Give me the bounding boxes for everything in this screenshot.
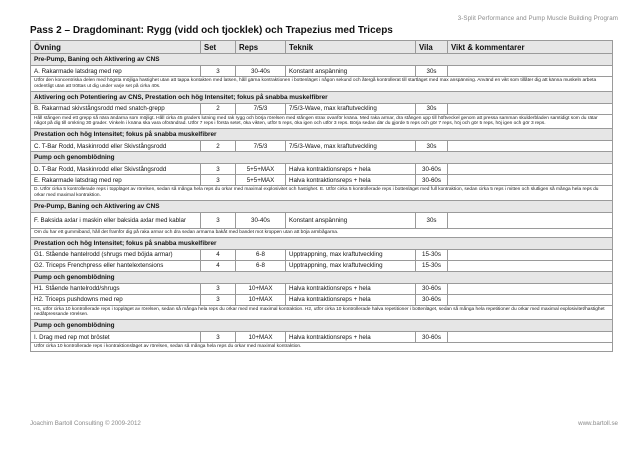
note-row xyxy=(31,77,613,92)
section-title: Prestation och hög Intensitet; fokus på snabba muskelfibrer xyxy=(31,129,613,141)
exercise-reps: 30-40s xyxy=(236,212,286,228)
exercise-reps: 6-8 xyxy=(236,260,286,271)
exercise-set: 3 xyxy=(201,164,236,175)
exercise-name: G2. Triceps Frenchpress eller hantelextensions xyxy=(31,260,201,271)
exercise-row xyxy=(31,332,613,343)
exercise-row xyxy=(31,66,613,77)
exercise-set: 3 xyxy=(201,66,236,77)
section-header-row xyxy=(31,129,613,141)
workout-table xyxy=(30,40,613,352)
exercise-row xyxy=(31,164,613,175)
exercise-set: 2 xyxy=(201,103,236,114)
exercise-row xyxy=(31,249,613,260)
exercise-vila: 30s xyxy=(416,66,448,77)
exercise-comment[interactable] xyxy=(448,164,613,175)
exercise-reps: 30-40s xyxy=(236,66,286,77)
exercise-vila: 30s xyxy=(416,141,448,152)
exercise-set: 4 xyxy=(201,260,236,271)
exercise-set: 3 xyxy=(201,212,236,228)
exercise-row xyxy=(31,141,613,152)
section-title: Prestation och hög Intensitet; fokus på snabba muskelfibrer xyxy=(31,237,613,249)
exercise-reps: 10+MAX xyxy=(236,332,286,343)
exercise-set: 3 xyxy=(201,175,236,186)
exercise-teknik: Halva kontraktionsreps + hela xyxy=(286,283,416,294)
exercise-vila: 30-60s xyxy=(416,332,448,343)
col-header-vila: Vila xyxy=(416,41,448,54)
col-header-set: Set xyxy=(201,41,236,54)
exercise-name: B. Rakarmad skivstångsrodd med snatch-grepp xyxy=(31,103,201,114)
section-header-row xyxy=(31,91,613,103)
exercise-teknik: 7/5/3-Wave, max kraftutveckling xyxy=(286,103,416,114)
exercise-reps: 5+5+MAX xyxy=(236,164,286,175)
section-note: Utför den koncentriska delen med högsta möjliga hastighet utan att tappa kontakten med latsen, håll gärna kontraktionen i bottenläget i någon sekund och återgå kontrollerat till startläget med max anspänning. Använd en vikt som tillåter dig att känna muskeln arbeta ordentligt utan att tröttas ut dig under varje set på cirka 40s. xyxy=(31,77,613,92)
program-name: 3-Split Performance and Pump Muscle Building Program xyxy=(457,15,618,22)
footer-website: www.bartoll.se xyxy=(578,420,618,427)
section-title: Pre-Pump, Baning och Aktivering av CNS xyxy=(31,200,613,212)
exercise-row xyxy=(31,283,613,294)
section-note: Utför cirka 10 kontrollerade reps i kontraktionsläget av rörelsen, sedan så många hela reps du orkar med maximal kontraktion. xyxy=(31,343,613,352)
exercise-comment[interactable] xyxy=(448,212,613,228)
exercise-comment[interactable] xyxy=(448,249,613,260)
exercise-row xyxy=(31,294,613,305)
exercise-vila: 30-60s xyxy=(416,283,448,294)
section-note: D. Utför cirka 5 kontrollerade reps i toppläget av rörelsen, sedan så många hela reps du orkar med maximal explosivitet och hastighet. E. Utför cirka 5 kontrollerade reps i bottenläget med full kontraktion, sedan cirka 5 reps i mitten och slutligen så många hela reps du orkar med maximal kontraktion. xyxy=(31,186,613,201)
exercise-teknik: Upptrappning, max kraftutveckling xyxy=(286,260,416,271)
exercise-name: E. Rakarmade latsdrag med rep xyxy=(31,175,201,186)
exercise-name: C. T-Bar Rodd, Maskinrodd eller Skivstångsrodd xyxy=(31,141,201,152)
exercise-vila: 30-60s xyxy=(416,294,448,305)
exercise-teknik: Konstant anspänning xyxy=(286,66,416,77)
note-row xyxy=(31,114,613,129)
page-title: Pass 2 – Dragdominant: Rygg (vidd och tjocklek) och Trapezius med Triceps xyxy=(30,25,393,36)
exercise-teknik: Halva kontraktionsreps + hela xyxy=(286,175,416,186)
exercise-name: F. Baksida axlar i maskin eller baksida axlar med kablar xyxy=(31,212,201,228)
exercise-vila: 30s xyxy=(416,212,448,228)
exercise-reps: 7/5/3 xyxy=(236,141,286,152)
exercise-name: I. Drag med rep mot bröstet xyxy=(31,332,201,343)
exercise-set: 3 xyxy=(201,332,236,343)
exercise-comment[interactable] xyxy=(448,66,613,77)
exercise-row xyxy=(31,212,613,228)
section-note: Håll stången med ett grepp så nära ändarna som möjligt. Håll cirka 45 graders lutning med rak rygg och börja rörelsen med stången strax ovanför knäna. Med raka armar, dra stången upp till höftveckel genom att pressa samman skulderbladen samtidigt som du rätar något på dig till omkring 30 grader. Vinkeln i knäna ska vara oförändrad. Utför 7 reps i första setet, öka vikten, utför 5 reps, öka igen och utför 3 reps. Börja sedan där du gjorde 5 reps och gör 7 reps, höj och gör 5 reps, höj igen och gör 3 reps. xyxy=(31,114,613,129)
col-header-reps: Reps xyxy=(236,41,286,54)
exercise-set: 3 xyxy=(201,294,236,305)
exercise-comment[interactable] xyxy=(448,294,613,305)
exercise-comment[interactable] xyxy=(448,332,613,343)
exercise-row xyxy=(31,260,613,271)
exercise-comment[interactable] xyxy=(448,141,613,152)
exercise-vila: 30-60s xyxy=(416,175,448,186)
exercise-set: 4 xyxy=(201,249,236,260)
exercise-reps: 6-8 xyxy=(236,249,286,260)
section-note: H1, utför cirka 10 kontrollerade reps i toppläget av rörelsen, sedan så många hela reps du orkar med med maximal kontraktion. H2, utför cirka 10 kontrollerade halva repetitioner i bottenläget, sedan så många hela repetitioner du orkar med maximal explosivitet/hastighet nedåtpressande rörelsen. xyxy=(31,305,613,320)
exercise-vila: 30s xyxy=(416,103,448,114)
exercise-comment[interactable] xyxy=(448,175,613,186)
col-header-ovning: Övning xyxy=(31,41,201,54)
exercise-teknik: Konstant anspänning xyxy=(286,212,416,228)
exercise-comment[interactable] xyxy=(448,103,613,114)
section-title: Pump och genomblödning xyxy=(31,320,613,332)
note-row xyxy=(31,343,613,352)
exercise-name: H1. Stående hantelrodd/shrugs xyxy=(31,283,201,294)
footer-copyright: Joachim Bartoll Consulting © 2009-2012 xyxy=(30,420,141,427)
note-row xyxy=(31,228,613,237)
exercise-teknik: Halva kontraktionsreps + hela xyxy=(286,164,416,175)
section-title: Pump och genomblödning xyxy=(31,271,613,283)
col-header-vikt-kommentarer: Vikt & kommentarer xyxy=(448,41,613,54)
exercise-name: D. T-Bar Rodd, Maskinrodd eller Skivstångsrodd xyxy=(31,164,201,175)
exercise-vila: 30-60s xyxy=(416,164,448,175)
section-title: Aktivering och Potentiering av CNS, Prestation och hög Intensitet; fokus på snabba muskelfibrer xyxy=(31,91,613,103)
exercise-comment[interactable] xyxy=(448,260,613,271)
section-header-row xyxy=(31,200,613,212)
note-row xyxy=(31,305,613,320)
section-title: Pump och genomblödning xyxy=(31,152,613,164)
section-title: Pre-Pump, Baning och Aktivering av CNS xyxy=(31,54,613,66)
exercise-reps: 10+MAX xyxy=(236,294,286,305)
exercise-row xyxy=(31,175,613,186)
section-header-row xyxy=(31,152,613,164)
exercise-set: 3 xyxy=(201,283,236,294)
exercise-teknik: 7/5/3-Wave, max kraftutveckling xyxy=(286,141,416,152)
exercise-name: A. Rakarmade latsdrag med rep xyxy=(31,66,201,77)
header-row xyxy=(31,41,613,54)
col-header-teknik: Teknik xyxy=(286,41,416,54)
section-header-row xyxy=(31,237,613,249)
exercise-reps: 7/5/3 xyxy=(236,103,286,114)
exercise-teknik: Upptrappning, max kraftutveckling xyxy=(286,249,416,260)
section-header-row xyxy=(31,271,613,283)
exercise-vila: 15-30s xyxy=(416,260,448,271)
exercise-reps: 5+5+MAX xyxy=(236,175,286,186)
section-note: Om du har ett gummiband, håll det framför dig på raka armar och dra sedan armarna bakåt med bandet mot kroppen utan att böja armbågarna. xyxy=(31,228,613,237)
note-row xyxy=(31,186,613,201)
section-header-row xyxy=(31,320,613,332)
exercise-set: 2 xyxy=(201,141,236,152)
exercise-vila: 15-30s xyxy=(416,249,448,260)
exercise-reps: 10+MAX xyxy=(236,283,286,294)
exercise-teknik: Halva kontraktionsreps + hela xyxy=(286,332,416,343)
exercise-row xyxy=(31,103,613,114)
exercise-name: H2. Triceps pushdowns med rep xyxy=(31,294,201,305)
exercise-comment[interactable] xyxy=(448,283,613,294)
section-header-row xyxy=(31,54,613,66)
exercise-name: G1. Stående hantelrodd (shrugs med böjda armar) xyxy=(31,249,201,260)
exercise-teknik: Halva kontraktionsreps + hela xyxy=(286,294,416,305)
